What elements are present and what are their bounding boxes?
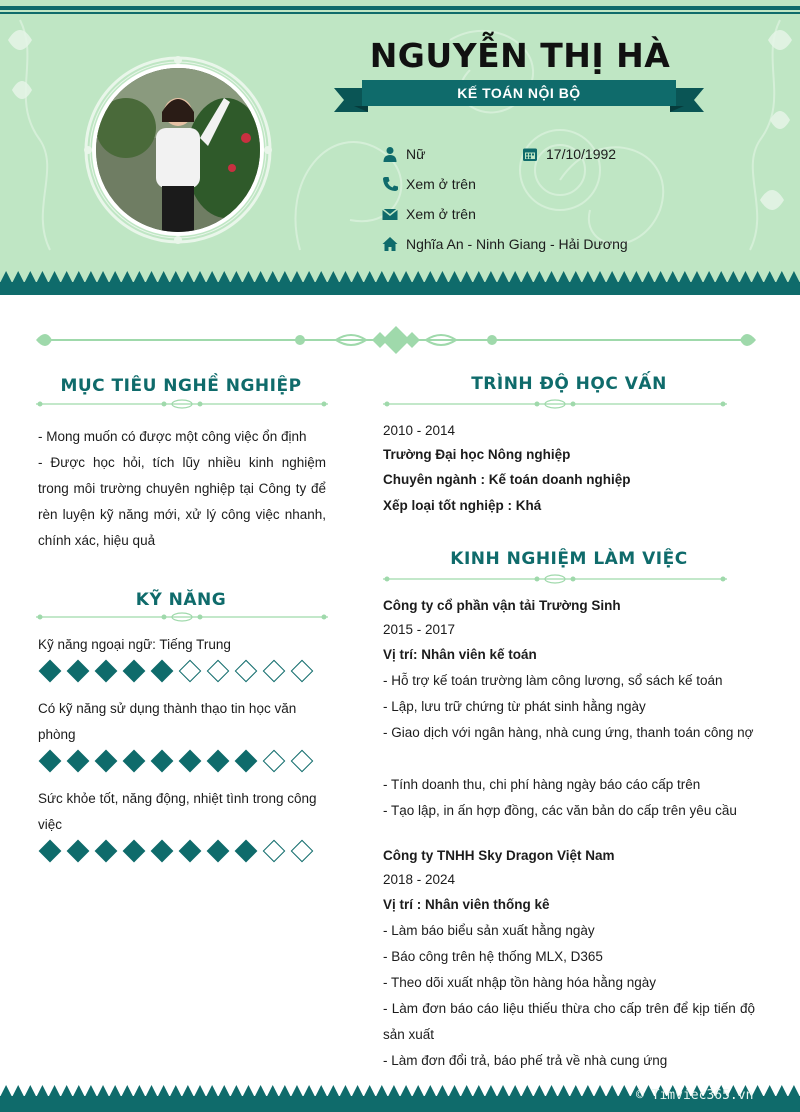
objective-line-2: - Được học hỏi, tích lũy nhiều kinh nghiệm trong môi trường chuyên nghiệp tại Công ty để rèn luyện kỹ năng mới, xử lý công việc nhanh, chính xác, hiệu quả bbox=[38, 455, 326, 548]
birthday-value: 17/10/1992 bbox=[546, 146, 617, 162]
education-grade: Xếp loại tốt nghiệp : Khá bbox=[383, 498, 542, 513]
rating-diamond-filled bbox=[94, 840, 118, 862]
skills-title-underline bbox=[36, 612, 328, 622]
job-2-years: 2018 - 2024 bbox=[383, 872, 456, 887]
rating-diamond-filled bbox=[66, 840, 90, 862]
rating-diamond-filled bbox=[122, 660, 146, 682]
candidate-name: NGUYỄN THỊ HÀ bbox=[369, 36, 671, 75]
skills-title: KỸ NĂNG bbox=[135, 590, 227, 610]
rating-diamond-filled bbox=[66, 660, 90, 682]
skill-rating-1 bbox=[38, 660, 314, 682]
rating-diamond-empty bbox=[262, 660, 286, 682]
job-1-task-4: - Tính doanh thu, chi phí hàng ngày báo cáo cấp trên bbox=[383, 777, 701, 792]
education-school: Trường Đại học Nông nghiệp bbox=[383, 447, 571, 462]
job-2-task-2: - Báo công trên hệ thống MLX, D365 bbox=[383, 949, 603, 964]
gender-value: Nữ bbox=[406, 146, 426, 162]
education-title-underline bbox=[383, 399, 727, 409]
header-bottom-border bbox=[0, 268, 800, 295]
rating-diamond-empty bbox=[178, 660, 202, 682]
rating-diamond-filled bbox=[150, 750, 174, 772]
address-value: Nghĩa An - Ninh Giang - Hải Dương bbox=[406, 236, 628, 252]
rating-diamond-empty bbox=[290, 750, 314, 772]
email-value: Xem ở trên bbox=[406, 206, 476, 222]
skill-label-1: Kỹ năng ngoại ngữ: Tiếng Trung bbox=[38, 637, 231, 652]
rating-diamond-filled bbox=[206, 840, 230, 862]
rating-diamond-filled bbox=[122, 750, 146, 772]
objective-title-underline bbox=[36, 399, 328, 409]
objective-line-1: - Mong muốn có được một công việc ổn định bbox=[38, 429, 307, 444]
rating-diamond-filled bbox=[206, 750, 230, 772]
rating-diamond-filled bbox=[178, 750, 202, 772]
rating-diamond-filled bbox=[38, 660, 62, 682]
skill-rating-2 bbox=[38, 750, 314, 772]
rating-diamond-filled bbox=[150, 660, 174, 682]
job-1-task-1: - Hỗ trợ kế toán trường làm công lương, sổ sách kế toán bbox=[383, 673, 723, 688]
rating-diamond-filled bbox=[66, 750, 90, 772]
rating-diamond-filled bbox=[234, 840, 258, 862]
header-top-border bbox=[0, 6, 800, 10]
job-1-task-3: - Giao dịch với ngân hàng, nhà cung ứng, thanh toán công nợ bbox=[383, 725, 754, 740]
profile-photo bbox=[92, 64, 264, 236]
watermark: © Timviec365.vn bbox=[636, 1088, 754, 1103]
job-2-role: Vị trí : Nhân viên thống kê bbox=[383, 897, 550, 912]
job-1-task-2: - Lập, lưu trữ chứng từ phát sinh hằng ngày bbox=[383, 699, 646, 714]
skill-label-3: Sức khỏe tốt, năng động, nhiệt tình trong công việc bbox=[38, 791, 317, 832]
position-title: KẾ TOÁN NỘI BỘ bbox=[457, 85, 581, 101]
rating-diamond-filled bbox=[38, 750, 62, 772]
rating-diamond-filled bbox=[234, 750, 258, 772]
ornamental-divider bbox=[36, 322, 756, 358]
job-2-task-1: - Làm báo biểu sản xuất hằng ngày bbox=[383, 923, 595, 938]
email-icon bbox=[382, 206, 398, 222]
home-icon bbox=[382, 236, 398, 252]
rating-diamond-empty bbox=[290, 660, 314, 682]
experience-title: KINH NGHIỆM LÀM VIỆC bbox=[450, 549, 688, 569]
objective-title: MỤC TIÊU NGHỀ NGHIỆP bbox=[60, 376, 302, 396]
skill-label-2: Có kỹ năng sử dụng thành thạo tin học văn phòng bbox=[38, 701, 297, 742]
rating-diamond-empty bbox=[262, 750, 286, 772]
job-2-task-5: - Làm đơn đổi trả, báo phế trả về nhà cung ứng bbox=[383, 1053, 668, 1068]
education-major: Chuyên ngành : Kế toán doanh nghiệp bbox=[383, 472, 631, 487]
phone-value: Xem ở trên bbox=[406, 176, 476, 192]
rating-diamond-filled bbox=[122, 840, 146, 862]
rating-diamond-empty bbox=[290, 840, 314, 862]
rating-diamond-filled bbox=[178, 840, 202, 862]
header-top-border-thin bbox=[0, 12, 800, 14]
job-2-task-3: - Theo dõi xuất nhập tồn hàng hóa hằng ngày bbox=[383, 975, 656, 990]
rating-diamond-empty bbox=[234, 660, 258, 682]
education-title: TRÌNH ĐỘ HỌC VẤN bbox=[471, 374, 667, 394]
phone-icon bbox=[382, 176, 398, 192]
user-icon bbox=[382, 146, 398, 162]
job-2-task-4: - Làm đơn báo cáo liệu thiếu thừa cho cấp trên để kịp tiến độ sản xuất bbox=[383, 1001, 755, 1042]
calendar-icon bbox=[522, 146, 538, 162]
skill-rating-3 bbox=[38, 840, 314, 862]
profile-photo-frame bbox=[84, 56, 272, 244]
cv-header bbox=[0, 0, 800, 295]
job-1-task-5: - Tạo lập, in ấn hợp đồng, các văn bản do cấp trên yêu cầu bbox=[383, 803, 737, 818]
rating-diamond-filled bbox=[38, 840, 62, 862]
experience-title-underline bbox=[383, 574, 727, 584]
rating-diamond-filled bbox=[94, 750, 118, 772]
education-years: 2010 - 2014 bbox=[383, 423, 456, 438]
job-2-company: Công ty TNHH Sky Dragon Việt Nam bbox=[383, 848, 615, 863]
job-1-years: 2015 - 2017 bbox=[383, 622, 456, 637]
rating-diamond-filled bbox=[94, 660, 118, 682]
rating-diamond-empty bbox=[206, 660, 230, 682]
rating-diamond-empty bbox=[262, 840, 286, 862]
job-1-company: Công ty cổ phần vận tải Trường Sinh bbox=[383, 598, 621, 613]
rating-diamond-filled bbox=[150, 840, 174, 862]
job-1-role: Vị trí: Nhân viên kế toán bbox=[383, 647, 537, 662]
